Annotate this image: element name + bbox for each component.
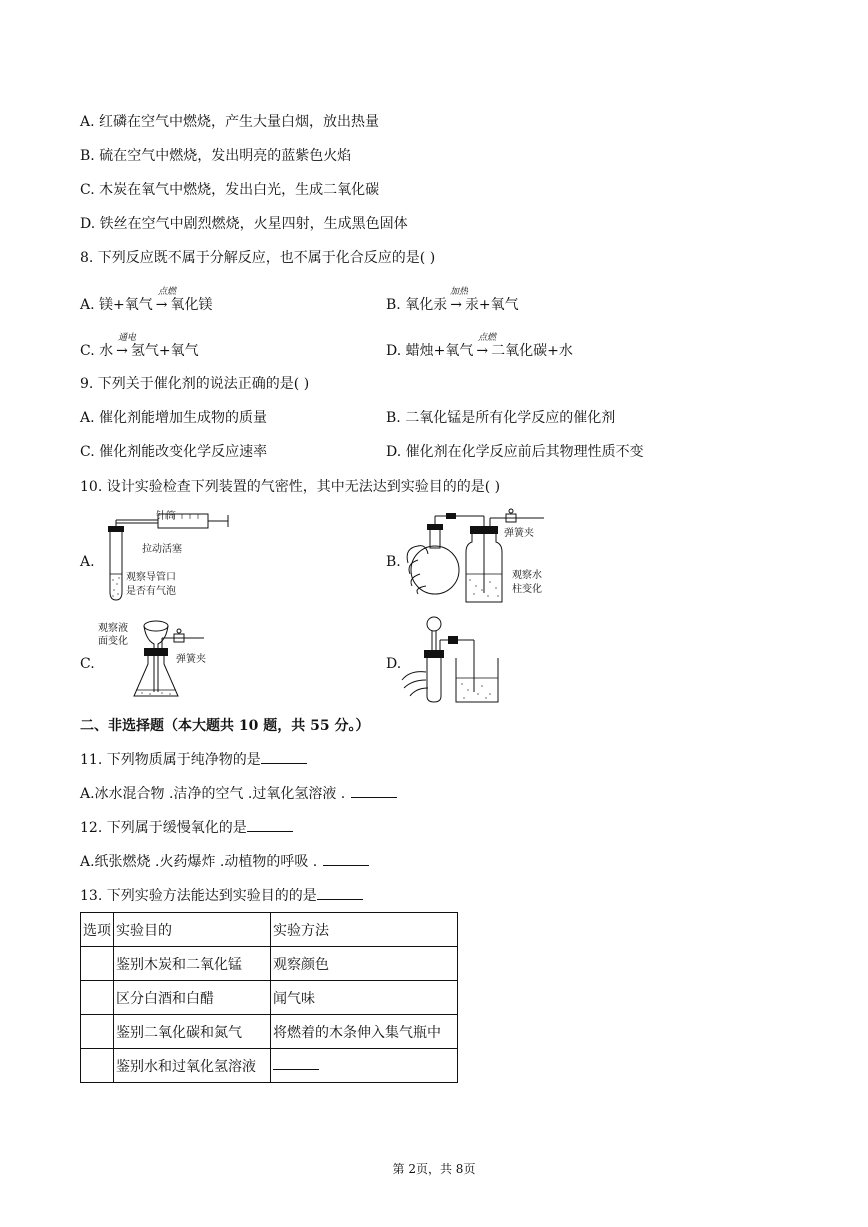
q9-option-c: C. 催化剂能改变化学反应速率 — [80, 444, 268, 460]
q12-stem: 12. 下列属于缓慢氧化的是 — [80, 819, 293, 837]
table-header-row — [81, 913, 458, 947]
section-2-title: 二、非选择题（本大题共 10 题，共 55 分。） — [80, 718, 370, 734]
answer-blank[interactable] — [261, 751, 307, 764]
q9-stem: 9. 下列关于催化剂的说法正确的是( ) — [80, 376, 310, 392]
q11-options: A.冰水混合物 .洁净的空气 .过氧化氢溶液 . — [80, 785, 397, 803]
q7-option-c: C. 木炭在氧气中燃烧，发出白光，生成二氧化碳 — [80, 182, 380, 198]
table-cell — [81, 1015, 114, 1049]
q9-option-b: B. 二氧化锰是所有化学反应的催化剂 — [386, 410, 616, 426]
table-row — [81, 947, 458, 981]
a-label-observe-2: 是否有气泡 — [126, 586, 176, 597]
q8-d-condition: 点燃 — [478, 333, 497, 343]
table-row — [81, 1015, 458, 1049]
table-cell: 将燃着的木条伸入集气瓶中 — [271, 1015, 458, 1049]
q8-option-a: A. 镁+氧气 → 氧化镁 — [80, 297, 213, 313]
table-header-cell: 实验目的 — [114, 913, 271, 947]
q8-b-condition: 加热 — [450, 287, 469, 297]
q8-c-condition: 通电 — [118, 333, 137, 343]
table-cell — [81, 1049, 114, 1083]
a-label-piston: 拉动活塞 — [142, 544, 182, 555]
q11-stem: 11. 下列物质属于纯净物的是 — [80, 751, 307, 769]
answer-blank[interactable] — [273, 1057, 319, 1070]
q8-option-c: C. 水 → 氢气+氧气 — [80, 343, 199, 359]
table-cell: 鉴别木炭和二氧化锰 — [114, 947, 271, 981]
table-row — [81, 981, 458, 1015]
q8-option-d: D. 蜡烛+氧气 → 二氧化碳+水 — [386, 343, 573, 359]
reaction-arrow: → — [476, 343, 489, 359]
c-label-level-1: 观察液 — [98, 623, 128, 634]
answer-blank[interactable] — [317, 887, 363, 900]
table-cell: 观察颜色 — [271, 947, 458, 981]
q7-option-b: B. 硫在空气中燃烧，发出明亮的蓝紫色火焰 — [80, 148, 352, 164]
q7-option-d: D. 铁丝在空气中剧烈燃烧，火星四射，生成黑色固体 — [80, 216, 408, 232]
q10-letter-c: C. — [80, 656, 95, 672]
c-label-clip: 弹簧夹 — [176, 654, 206, 665]
experiment-table — [80, 912, 458, 1083]
table-header-cell: 实验方法 — [271, 913, 458, 947]
b-label-clip: 弹簧夹 — [504, 528, 534, 539]
q10-letter-a: A. — [80, 554, 95, 570]
answer-blank[interactable] — [351, 785, 397, 798]
table-cell: 区分白酒和白醋 — [114, 981, 271, 1015]
q10-stem: 10. 设计实验检查下列装置的气密性，其中无法达到实验目的的是( ) — [80, 479, 501, 495]
q10-letter-d: D. — [386, 656, 402, 672]
b-label-water-2: 柱变化 — [512, 584, 542, 595]
reaction-arrow: → — [450, 297, 462, 313]
q8-option-b: B. 氧化汞 → 汞+氧气 — [386, 297, 519, 313]
q10-letter-b: B. — [386, 554, 401, 570]
reaction-arrow: → — [116, 343, 128, 359]
q7-option-a: A. 红磷在空气中燃烧，产生大量白烟，放出热量 — [80, 114, 380, 130]
page-footer: 第 2页，共 8页 — [392, 1162, 476, 1176]
q9-option-a: A. 催化剂能增加生成物的质量 — [80, 410, 268, 426]
q9-option-d: D. 催化剂在化学反应前后其物理性质不变 — [386, 444, 644, 460]
table-header-cell: 选项 — [81, 913, 114, 947]
apparatus-d-diagram — [400, 614, 505, 706]
q8-stem: 8. 下列反应既不属于分解反应，也不属于化合反应的是( ) — [80, 250, 436, 266]
reaction-arrow: → — [155, 297, 168, 313]
table-cell — [271, 1049, 458, 1083]
c-label-level-2: 面变化 — [98, 636, 128, 647]
table-cell: 鉴别二氧化碳和氮气 — [114, 1015, 271, 1049]
q12-options: A.纸张燃烧 .火药爆炸 .动植物的呼吸 . — [80, 853, 369, 871]
q13-stem: 13. 下列实验方法能达到实验目的的是 — [80, 887, 363, 905]
table-row — [81, 1049, 458, 1083]
table-cell — [81, 947, 114, 981]
q8-a-condition: 点燃 — [158, 287, 177, 297]
table-cell — [81, 981, 114, 1015]
table-cell: 鉴别水和过氧化氢溶液 — [114, 1049, 271, 1083]
a-label-observe-1: 观察导管口 — [126, 572, 176, 583]
table-cell: 闻气味 — [271, 981, 458, 1015]
answer-blank[interactable] — [247, 819, 293, 832]
answer-blank[interactable] — [323, 853, 369, 866]
b-label-water-1: 观察水 — [512, 570, 542, 581]
a-label-syringe: 针筒 — [156, 511, 176, 522]
